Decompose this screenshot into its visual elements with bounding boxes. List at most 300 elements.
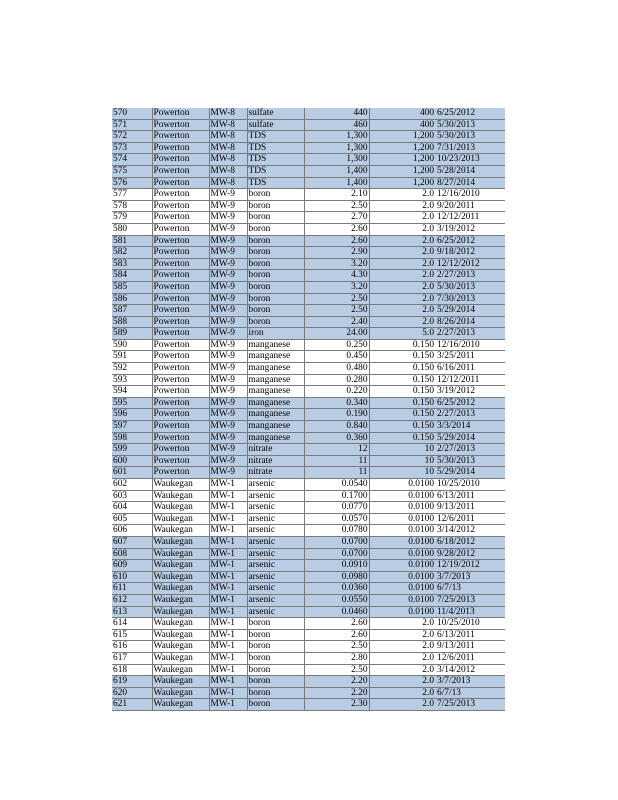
- result-cell: 0.340: [304, 397, 369, 409]
- well-cell: MW-1: [209, 629, 247, 641]
- site-cell: Waukegan: [152, 502, 209, 514]
- standard-cell: 1,200: [369, 131, 434, 143]
- standard-cell: 10: [369, 455, 434, 467]
- table-row: [112, 154, 505, 166]
- parameter-cell: manganese: [247, 386, 304, 398]
- standard-cell: 0.0100: [369, 479, 434, 491]
- result-cell: 12: [304, 444, 369, 456]
- table-row: [112, 293, 505, 305]
- parameter-cell: manganese: [247, 432, 304, 444]
- date-cell: 6/13/2011: [434, 629, 505, 641]
- result-cell: 2.50: [304, 664, 369, 676]
- parameter-cell: arsenic: [247, 502, 304, 514]
- row-number-cell: 575: [112, 165, 152, 177]
- well-cell: MW-9: [209, 351, 247, 363]
- site-cell: Powerton: [152, 235, 209, 247]
- table-row: [112, 502, 505, 514]
- result-cell: 2.70: [304, 212, 369, 224]
- standard-cell: 400: [369, 108, 434, 119]
- parameter-cell: iron: [247, 328, 304, 340]
- row-number-cell: 582: [112, 247, 152, 259]
- standard-cell: 0.0100: [369, 571, 434, 583]
- well-cell: MW-9: [209, 409, 247, 421]
- table-row: [112, 328, 505, 340]
- parameter-cell: boron: [247, 258, 304, 270]
- standard-cell: 2.0: [369, 629, 434, 641]
- well-cell: MW-9: [209, 455, 247, 467]
- well-cell: MW-8: [209, 142, 247, 154]
- exceedance-table: [112, 108, 505, 711]
- result-cell: 0.1700: [304, 490, 369, 502]
- row-number-cell: 594: [112, 386, 152, 398]
- parameter-cell: manganese: [247, 374, 304, 386]
- standard-cell: 2.0: [369, 664, 434, 676]
- parameter-cell: boron: [247, 223, 304, 235]
- standard-cell: 2.0: [369, 189, 434, 201]
- date-cell: 12/19/2012: [434, 560, 505, 572]
- well-cell: MW-1: [209, 490, 247, 502]
- well-cell: MW-9: [209, 305, 247, 317]
- parameter-cell: TDS: [247, 142, 304, 154]
- well-cell: MW-1: [209, 560, 247, 572]
- parameter-cell: arsenic: [247, 513, 304, 525]
- site-cell: Powerton: [152, 223, 209, 235]
- date-cell: 2/27/2013: [434, 270, 505, 282]
- well-cell: MW-8: [209, 119, 247, 131]
- parameter-cell: arsenic: [247, 490, 304, 502]
- standard-cell: 2.0: [369, 305, 434, 317]
- table-row: [112, 270, 505, 282]
- table-row: [112, 652, 505, 664]
- standard-cell: 2.0: [369, 676, 434, 688]
- date-cell: 3/25/2011: [434, 351, 505, 363]
- standard-cell: 2.0: [369, 699, 434, 711]
- result-cell: 2.60: [304, 618, 369, 630]
- row-number-cell: 570: [112, 108, 152, 119]
- standard-cell: 0.0100: [369, 583, 434, 595]
- table-row: [112, 119, 505, 131]
- parameter-cell: arsenic: [247, 548, 304, 560]
- result-cell: 0.840: [304, 421, 369, 433]
- date-cell: 5/29/2014: [434, 305, 505, 317]
- site-cell: Powerton: [152, 397, 209, 409]
- result-cell: 2.30: [304, 699, 369, 711]
- date-cell: 8/26/2014: [434, 316, 505, 328]
- table-row: [112, 386, 505, 398]
- result-cell: 1,300: [304, 154, 369, 166]
- parameter-cell: arsenic: [247, 606, 304, 618]
- date-cell: 12/16/2010: [434, 339, 505, 351]
- date-cell: 6/25/2012: [434, 235, 505, 247]
- parameter-cell: boron: [247, 664, 304, 676]
- parameter-cell: arsenic: [247, 525, 304, 537]
- well-cell: MW-9: [209, 467, 247, 479]
- date-cell: 7/25/2013: [434, 699, 505, 711]
- parameter-cell: boron: [247, 687, 304, 699]
- date-cell: 3/19/2012: [434, 223, 505, 235]
- standard-cell: 0.150: [369, 374, 434, 386]
- well-cell: MW-9: [209, 200, 247, 212]
- table-row: [112, 235, 505, 247]
- date-cell: 12/16/2010: [434, 189, 505, 201]
- standard-cell: 0.150: [369, 339, 434, 351]
- site-cell: Waukegan: [152, 513, 209, 525]
- result-cell: 2.60: [304, 629, 369, 641]
- result-cell: 1,400: [304, 165, 369, 177]
- row-number-cell: 607: [112, 536, 152, 548]
- row-number-cell: 599: [112, 444, 152, 456]
- row-number-cell: 571: [112, 119, 152, 131]
- standard-cell: 0.150: [369, 397, 434, 409]
- well-cell: MW-9: [209, 363, 247, 375]
- site-cell: Powerton: [152, 165, 209, 177]
- standard-cell: 2.0: [369, 200, 434, 212]
- standard-cell: 2.0: [369, 281, 434, 293]
- result-cell: 2.60: [304, 235, 369, 247]
- well-cell: MW-9: [209, 258, 247, 270]
- row-number-cell: 588: [112, 316, 152, 328]
- well-cell: MW-1: [209, 687, 247, 699]
- date-cell: 3/19/2012: [434, 386, 505, 398]
- result-cell: 0.0780: [304, 525, 369, 537]
- table-row: [112, 664, 505, 676]
- parameter-cell: boron: [247, 305, 304, 317]
- table-row: [112, 108, 505, 119]
- row-number-cell: 596: [112, 409, 152, 421]
- standard-cell: 2.0: [369, 316, 434, 328]
- row-number-cell: 587: [112, 305, 152, 317]
- result-cell: 2.50: [304, 305, 369, 317]
- standard-cell: 2.0: [369, 641, 434, 653]
- row-number-cell: 608: [112, 548, 152, 560]
- well-cell: MW-8: [209, 177, 247, 189]
- site-cell: Waukegan: [152, 594, 209, 606]
- date-cell: 3/7/2013: [434, 571, 505, 583]
- result-cell: 0.0980: [304, 571, 369, 583]
- standard-cell: 0.0100: [369, 594, 434, 606]
- result-cell: 2.50: [304, 641, 369, 653]
- parameter-cell: sulfate: [247, 108, 304, 119]
- date-cell: 6/16/2011: [434, 363, 505, 375]
- well-cell: MW-9: [209, 247, 247, 259]
- row-number-cell: 612: [112, 594, 152, 606]
- site-cell: Powerton: [152, 189, 209, 201]
- parameter-cell: manganese: [247, 397, 304, 409]
- result-cell: 2.40: [304, 316, 369, 328]
- site-cell: Waukegan: [152, 571, 209, 583]
- well-cell: MW-8: [209, 108, 247, 119]
- well-cell: MW-1: [209, 479, 247, 491]
- row-number-cell: 616: [112, 641, 152, 653]
- row-number-cell: 605: [112, 513, 152, 525]
- result-cell: 0.250: [304, 339, 369, 351]
- well-cell: MW-8: [209, 131, 247, 143]
- well-cell: MW-9: [209, 386, 247, 398]
- site-cell: Waukegan: [152, 490, 209, 502]
- parameter-cell: boron: [247, 189, 304, 201]
- parameter-cell: boron: [247, 652, 304, 664]
- well-cell: MW-8: [209, 154, 247, 166]
- site-cell: Waukegan: [152, 618, 209, 630]
- well-cell: MW-9: [209, 270, 247, 282]
- table-row: [112, 490, 505, 502]
- date-cell: 12/12/2011: [434, 212, 505, 224]
- well-cell: MW-1: [209, 583, 247, 595]
- table-row: [112, 281, 505, 293]
- row-number-cell: 620: [112, 687, 152, 699]
- date-cell: 9/13/2011: [434, 641, 505, 653]
- date-cell: 2/27/2013: [434, 409, 505, 421]
- parameter-cell: arsenic: [247, 594, 304, 606]
- parameter-cell: boron: [247, 281, 304, 293]
- result-cell: 0.0700: [304, 536, 369, 548]
- date-cell: 9/13/2011: [434, 502, 505, 514]
- parameter-cell: arsenic: [247, 571, 304, 583]
- standard-cell: 0.150: [369, 421, 434, 433]
- result-cell: 11: [304, 467, 369, 479]
- row-number-cell: 574: [112, 154, 152, 166]
- row-number-cell: 585: [112, 281, 152, 293]
- row-number-cell: 602: [112, 479, 152, 491]
- table-row: [112, 142, 505, 154]
- site-cell: Waukegan: [152, 699, 209, 711]
- well-cell: MW-9: [209, 223, 247, 235]
- result-cell: 24.00: [304, 328, 369, 340]
- result-cell: 1,300: [304, 142, 369, 154]
- well-cell: MW-1: [209, 502, 247, 514]
- parameter-cell: boron: [247, 641, 304, 653]
- site-cell: Powerton: [152, 293, 209, 305]
- result-cell: 1,400: [304, 177, 369, 189]
- table-row: [112, 513, 505, 525]
- standard-cell: 2.0: [369, 223, 434, 235]
- well-cell: MW-1: [209, 664, 247, 676]
- row-number-cell: 604: [112, 502, 152, 514]
- table-row: [112, 247, 505, 259]
- parameter-cell: sulfate: [247, 119, 304, 131]
- row-number-cell: 621: [112, 699, 152, 711]
- table-row: [112, 397, 505, 409]
- well-cell: MW-1: [209, 571, 247, 583]
- result-cell: 2.50: [304, 293, 369, 305]
- row-number-cell: 610: [112, 571, 152, 583]
- standard-cell: 0.150: [369, 386, 434, 398]
- table-row: [112, 606, 505, 618]
- date-cell: 7/31/2013: [434, 142, 505, 154]
- site-cell: Powerton: [152, 142, 209, 154]
- site-cell: Powerton: [152, 316, 209, 328]
- result-cell: 0.450: [304, 351, 369, 363]
- result-cell: 0.0540: [304, 479, 369, 491]
- date-cell: 12/12/2012: [434, 258, 505, 270]
- site-cell: Powerton: [152, 281, 209, 293]
- site-cell: Powerton: [152, 363, 209, 375]
- date-cell: 3/7/2013: [434, 676, 505, 688]
- site-cell: Powerton: [152, 212, 209, 224]
- parameter-cell: boron: [247, 676, 304, 688]
- well-cell: MW-1: [209, 652, 247, 664]
- date-cell: 6/25/2012: [434, 397, 505, 409]
- standard-cell: 1,200: [369, 177, 434, 189]
- table-row: [112, 374, 505, 386]
- row-number-cell: 597: [112, 421, 152, 433]
- table-row: [112, 421, 505, 433]
- standard-cell: 400: [369, 119, 434, 131]
- table-row: [112, 131, 505, 143]
- row-number-cell: 611: [112, 583, 152, 595]
- row-number-cell: 601: [112, 467, 152, 479]
- standard-cell: 2.0: [369, 270, 434, 282]
- parameter-cell: nitrate: [247, 467, 304, 479]
- row-number-cell: 586: [112, 293, 152, 305]
- well-cell: MW-9: [209, 316, 247, 328]
- parameter-cell: boron: [247, 212, 304, 224]
- site-cell: Powerton: [152, 177, 209, 189]
- table-row: [112, 189, 505, 201]
- standard-cell: 0.0100: [369, 513, 434, 525]
- parameter-cell: manganese: [247, 351, 304, 363]
- well-cell: MW-1: [209, 641, 247, 653]
- well-cell: MW-1: [209, 536, 247, 548]
- row-number-cell: 590: [112, 339, 152, 351]
- row-number-cell: 614: [112, 618, 152, 630]
- site-cell: Powerton: [152, 386, 209, 398]
- table-row: [112, 618, 505, 630]
- site-cell: Powerton: [152, 258, 209, 270]
- parameter-cell: manganese: [247, 339, 304, 351]
- table-row: [112, 548, 505, 560]
- table-row: [112, 594, 505, 606]
- date-cell: 8/27/2014: [434, 177, 505, 189]
- date-cell: 10/25/2010: [434, 618, 505, 630]
- well-cell: MW-1: [209, 548, 247, 560]
- well-cell: MW-1: [209, 618, 247, 630]
- result-cell: 0.190: [304, 409, 369, 421]
- date-cell: 5/28/2014: [434, 165, 505, 177]
- result-cell: 2.10: [304, 189, 369, 201]
- table-row: [112, 363, 505, 375]
- parameter-cell: manganese: [247, 409, 304, 421]
- table-row: [112, 571, 505, 583]
- standard-cell: 2.0: [369, 618, 434, 630]
- table-row: [112, 687, 505, 699]
- well-cell: MW-9: [209, 432, 247, 444]
- table-row: [112, 339, 505, 351]
- standard-cell: 2.0: [369, 212, 434, 224]
- site-cell: Waukegan: [152, 536, 209, 548]
- result-cell: 0.0570: [304, 513, 369, 525]
- row-number-cell: 606: [112, 525, 152, 537]
- site-cell: Powerton: [152, 119, 209, 131]
- date-cell: 5/29/2014: [434, 432, 505, 444]
- site-cell: Waukegan: [152, 652, 209, 664]
- standard-cell: 5.0: [369, 328, 434, 340]
- row-number-cell: 613: [112, 606, 152, 618]
- result-cell: 0.0910: [304, 560, 369, 572]
- site-cell: Powerton: [152, 421, 209, 433]
- site-cell: Powerton: [152, 305, 209, 317]
- date-cell: 6/7/13: [434, 583, 505, 595]
- standard-cell: 1,200: [369, 154, 434, 166]
- row-number-cell: 618: [112, 664, 152, 676]
- result-cell: 2.90: [304, 247, 369, 259]
- date-cell: 7/25/2013: [434, 594, 505, 606]
- site-cell: Powerton: [152, 432, 209, 444]
- date-cell: 9/20/2011: [434, 200, 505, 212]
- well-cell: MW-9: [209, 328, 247, 340]
- row-number-cell: 589: [112, 328, 152, 340]
- site-cell: Powerton: [152, 154, 209, 166]
- parameter-cell: boron: [247, 270, 304, 282]
- parameter-cell: arsenic: [247, 583, 304, 595]
- site-cell: Powerton: [152, 455, 209, 467]
- site-cell: Powerton: [152, 247, 209, 259]
- site-cell: Powerton: [152, 467, 209, 479]
- standard-cell: 0.0100: [369, 502, 434, 514]
- result-cell: 2.20: [304, 687, 369, 699]
- table-row: [112, 699, 505, 711]
- date-cell: 7/30/2013: [434, 293, 505, 305]
- result-cell: 0.480: [304, 363, 369, 375]
- date-cell: 2/27/2013: [434, 328, 505, 340]
- date-cell: 9/28/2012: [434, 548, 505, 560]
- date-cell: 3/14/2012: [434, 664, 505, 676]
- standard-cell: 0.150: [369, 409, 434, 421]
- site-cell: Waukegan: [152, 687, 209, 699]
- standard-cell: 10: [369, 444, 434, 456]
- parameter-cell: TDS: [247, 154, 304, 166]
- well-cell: MW-1: [209, 699, 247, 711]
- table-row: [112, 212, 505, 224]
- site-cell: Powerton: [152, 374, 209, 386]
- well-cell: MW-9: [209, 293, 247, 305]
- row-number-cell: 580: [112, 223, 152, 235]
- site-cell: Powerton: [152, 409, 209, 421]
- result-cell: 0.0460: [304, 606, 369, 618]
- site-cell: Powerton: [152, 444, 209, 456]
- well-cell: MW-1: [209, 513, 247, 525]
- data-sheet: [112, 108, 505, 711]
- standard-cell: 10: [369, 467, 434, 479]
- site-cell: Powerton: [152, 270, 209, 282]
- date-cell: 9/18/2012: [434, 247, 505, 259]
- parameter-cell: manganese: [247, 421, 304, 433]
- date-cell: 6/13/2011: [434, 490, 505, 502]
- site-cell: Powerton: [152, 200, 209, 212]
- table-row: [112, 177, 505, 189]
- site-cell: Powerton: [152, 131, 209, 143]
- well-cell: MW-8: [209, 165, 247, 177]
- parameter-cell: boron: [247, 316, 304, 328]
- table-row: [112, 316, 505, 328]
- row-number-cell: 579: [112, 212, 152, 224]
- site-cell: Waukegan: [152, 548, 209, 560]
- table-row: [112, 165, 505, 177]
- table-row: [112, 676, 505, 688]
- result-cell: 460: [304, 119, 369, 131]
- site-cell: Powerton: [152, 108, 209, 119]
- parameter-cell: boron: [247, 699, 304, 711]
- table-row: [112, 444, 505, 456]
- site-cell: Waukegan: [152, 479, 209, 491]
- row-number-cell: 584: [112, 270, 152, 282]
- row-number-cell: 615: [112, 629, 152, 641]
- table-row: [112, 305, 505, 317]
- table-row: [112, 455, 505, 467]
- site-cell: Waukegan: [152, 664, 209, 676]
- well-cell: MW-1: [209, 594, 247, 606]
- row-number-cell: 619: [112, 676, 152, 688]
